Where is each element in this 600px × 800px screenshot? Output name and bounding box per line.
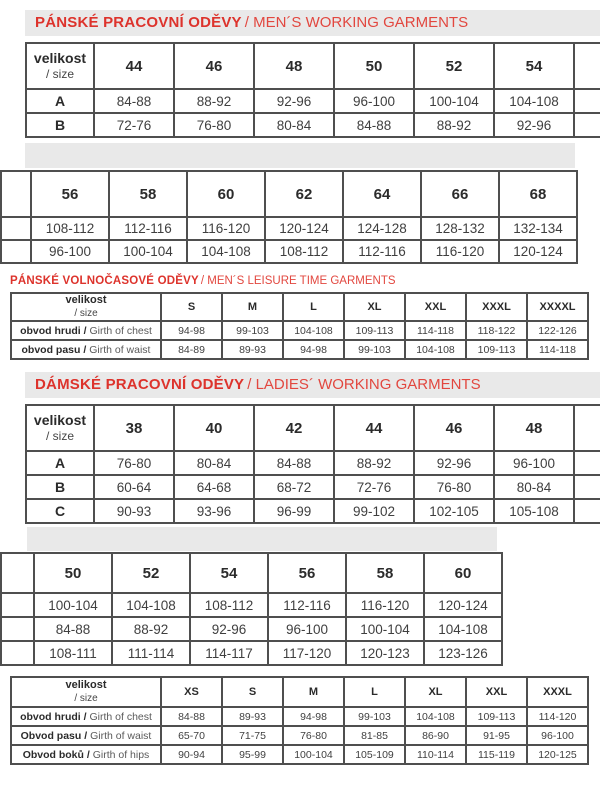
size-value-cell: 96-99 [254,499,334,523]
men-leisure-title-english: / MEN´S LEISURE TIME GARMENTS [200,275,396,287]
row-label: B [26,475,94,499]
size-value-cell: 91-95 [466,726,527,745]
size-column-header: 58 [346,553,424,593]
size-value-cell: 116-120 [346,593,424,617]
size-value-cell: 104-108 [187,240,265,263]
size-value-cell: 88-92 [334,451,414,475]
ladies-working-title-czech: DÁMSKÉ PRACOVNÍ ODĚVY [35,376,245,393]
size-column-header: 66 [421,171,499,217]
size-column-header: S [161,293,222,321]
size-column-header: XXL [405,293,466,321]
size-value-cell: 84-88 [161,707,222,726]
size-column-header: 62 [265,171,343,217]
size-value-cell: 104-108 [283,321,344,340]
size-column-header: 64 [343,171,421,217]
size-column-header: 44 [94,43,174,89]
size-value-cell: 100-104 [109,240,187,263]
size-value-cell: 76-80 [174,113,254,137]
size-value-cell: 100-104 [283,745,344,764]
size-column-header: 56 [268,553,346,593]
size-value-cell: 132-134 [499,217,577,240]
size-corner-label: velikost / size [11,677,161,707]
size-value-cell: 89-93 [222,340,283,359]
size-value-cell: 108-112 [31,217,109,240]
size-value-cell: 96-100 [31,240,109,263]
size-value-cell: 105-109 [344,745,405,764]
size-value-cell: 128-132 [421,217,499,240]
size-value-cell: 99-103 [222,321,283,340]
measurement-label: Obvod boků / Girth of hips [11,745,161,764]
size-column-header: XXXXL [527,293,588,321]
size-value-cell: 104-108 [424,617,502,641]
size-value-cell: 120-124 [265,217,343,240]
size-value-cell: 93-96 [174,499,254,523]
size-value-cell: 112-116 [343,240,421,263]
men-working-title-czech: PÁNSKÉ PRACOVNÍ ODĚVY [35,14,242,31]
cut-off-cell [574,475,600,499]
size-value-cell: 72-76 [94,113,174,137]
size-column-header: 54 [494,43,574,89]
size-column-header: 42 [254,405,334,451]
men-working-sizes-table-56-68 [0,170,578,264]
size-value-cell: 65-70 [161,726,222,745]
cut-off-cell [574,113,600,137]
section-divider-band [25,143,575,168]
size-value-cell: 100-104 [414,89,494,113]
size-value-cell: 108-111 [34,641,112,665]
men-working-sizes-table-44-54 [25,42,600,138]
size-value-cell: 81-85 [344,726,405,745]
size-value-cell: 104-108 [112,593,190,617]
size-value-cell: 114-117 [190,641,268,665]
size-column-header: 48 [254,43,334,89]
size-value-cell: 102-105 [414,499,494,523]
size-column-header: XXL [466,677,527,707]
size-column-header: 44 [334,405,414,451]
size-value-cell: 94-98 [161,321,222,340]
measurement-label: Obvod pasu / Girth of waist [11,726,161,745]
size-value-cell: 117-120 [268,641,346,665]
cut-off-cell [574,89,600,113]
size-column-header: 60 [424,553,502,593]
size-corner-label: velikost / size [26,43,94,89]
size-value-cell: 124-128 [343,217,421,240]
size-value-cell: 112-116 [268,593,346,617]
size-value-cell: 114-118 [405,321,466,340]
size-value-cell: 84-88 [254,451,334,475]
size-column-header: M [283,677,344,707]
size-column-header: 38 [94,405,174,451]
cut-off-cell [1,641,34,665]
size-corner-label: velikost / size [11,293,161,321]
size-value-cell: 109-113 [466,340,527,359]
ladies-working-title-band [25,372,600,398]
size-value-cell: 64-68 [174,475,254,499]
measurement-label: obvod hrudi / Girth of chest [11,707,161,726]
size-value-cell: 68-72 [254,475,334,499]
size-value-cell: 80-84 [174,451,254,475]
size-value-cell: 86-90 [405,726,466,745]
size-corner-label: velikost / size [26,405,94,451]
size-value-cell: 109-113 [466,707,527,726]
section-divider-band [27,527,497,551]
size-value-cell: 99-103 [344,707,405,726]
size-value-cell: 92-96 [494,113,574,137]
size-value-cell: 108-112 [190,593,268,617]
size-column-header: XL [344,293,405,321]
size-column-header: 50 [334,43,414,89]
size-value-cell: 80-84 [494,475,574,499]
men-working-title-english: / MEN´S WORKING GARMENTS [244,14,469,31]
size-value-cell: 96-100 [494,451,574,475]
size-value-cell: 84-88 [94,89,174,113]
measurement-label: obvod pasu / Girth of waist [11,340,161,359]
size-column-header: L [344,677,405,707]
size-value-cell: 80-84 [254,113,334,137]
size-column-header: 48 [494,405,574,451]
cut-off-cell [1,171,31,217]
size-column-header: 46 [414,405,494,451]
men-working-title-band [25,10,600,36]
size-value-cell: 88-92 [414,113,494,137]
size-value-cell: 116-120 [187,217,265,240]
cut-off-cell [1,617,34,641]
size-value-cell: 96-100 [334,89,414,113]
size-value-cell: 96-100 [527,726,588,745]
cut-off-cell [1,593,34,617]
size-column-header: XXXL [466,293,527,321]
size-value-cell: 100-104 [346,617,424,641]
size-column-header: 60 [187,171,265,217]
size-value-cell: 100-104 [34,593,112,617]
size-value-cell: 84-89 [161,340,222,359]
size-value-cell: 109-113 [344,321,405,340]
cut-off-cell [1,240,31,263]
size-value-cell: 104-108 [494,89,574,113]
row-label: C [26,499,94,523]
row-label: A [26,89,94,113]
size-value-cell: 94-98 [283,707,344,726]
cut-off-cell [574,451,600,475]
size-value-cell: 92-96 [254,89,334,113]
ladies-working-sizes-table-38-48 [25,404,600,524]
row-label: A [26,451,94,475]
size-value-cell: 112-116 [109,217,187,240]
cut-off-cell [1,217,31,240]
size-column-header: 40 [174,405,254,451]
size-value-cell: 120-123 [346,641,424,665]
size-value-cell: 120-125 [527,745,588,764]
size-column-header: XL [405,677,466,707]
row-label: B [26,113,94,137]
size-value-cell: 72-76 [334,475,414,499]
size-column-header: XS [161,677,222,707]
size-value-cell: 94-98 [283,340,344,359]
size-column-header: M [222,293,283,321]
size-value-cell: 60-64 [94,475,174,499]
size-value-cell: 71-75 [222,726,283,745]
size-value-cell: 88-92 [174,89,254,113]
ladies-working-title-english: / LADIES´ WORKING GARMENTS [247,376,481,393]
ladies-working-sizes-table-50-60 [0,552,503,666]
size-value-cell: 111-114 [112,641,190,665]
size-value-cell: 120-124 [499,240,577,263]
size-value-cell: 88-92 [112,617,190,641]
size-column-header: 52 [112,553,190,593]
size-value-cell: 99-102 [334,499,414,523]
size-value-cell: 110-114 [405,745,466,764]
size-column-header: 50 [34,553,112,593]
measurement-label: obvod hrudi / Girth of chest [11,321,161,340]
size-value-cell: 123-126 [424,641,502,665]
size-value-cell: 90-94 [161,745,222,764]
size-value-cell: 99-103 [344,340,405,359]
size-value-cell: 105-108 [494,499,574,523]
size-column-header: L [283,293,344,321]
men-leisure-sizes-table [10,292,589,360]
size-column-header: 54 [190,553,268,593]
men-leisure-title [10,271,396,289]
size-column-header: 58 [109,171,187,217]
size-value-cell: 89-93 [222,707,283,726]
size-value-cell: 115-119 [466,745,527,764]
men-leisure-title-czech: PÁNSKÉ VOLNOČASOVÉ ODĚVY [10,275,199,287]
cut-off-cell [574,405,600,451]
size-value-cell: 114-118 [527,340,588,359]
size-value-cell: 92-96 [414,451,494,475]
cut-off-cell [1,553,34,593]
size-value-cell: 104-108 [405,340,466,359]
size-value-cell: 84-88 [34,617,112,641]
size-value-cell: 116-120 [421,240,499,263]
size-value-cell: 76-80 [94,451,174,475]
cut-off-cell [574,43,600,89]
ladies-leisure-sizes-table [10,676,589,765]
size-value-cell: 114-120 [527,707,588,726]
size-value-cell: 104-108 [405,707,466,726]
size-value-cell: 108-112 [265,240,343,263]
size-value-cell: 122-126 [527,321,588,340]
size-column-header: 52 [414,43,494,89]
size-value-cell: 118-122 [466,321,527,340]
size-column-header: 56 [31,171,109,217]
size-column-header: 46 [174,43,254,89]
size-value-cell: 96-100 [268,617,346,641]
size-value-cell: 84-88 [334,113,414,137]
size-column-header: S [222,677,283,707]
size-value-cell: 120-124 [424,593,502,617]
size-value-cell: 92-96 [190,617,268,641]
cut-off-cell [574,499,600,523]
size-value-cell: 95-99 [222,745,283,764]
size-value-cell: 90-93 [94,499,174,523]
size-column-header: XXXL [527,677,588,707]
size-value-cell: 76-80 [414,475,494,499]
size-column-header: 68 [499,171,577,217]
size-value-cell: 76-80 [283,726,344,745]
